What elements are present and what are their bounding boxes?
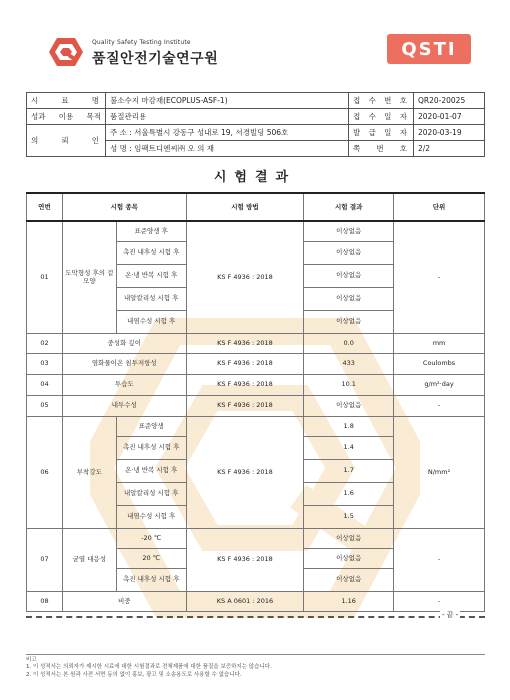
notes-heading: 비고 — [26, 657, 37, 663]
test-item: 도막형성 후의 겉모양 — [62, 221, 116, 333]
col-header-unit: 단위 — [394, 193, 485, 221]
institute-name: 품질안전기술연구원 — [92, 51, 219, 67]
test-result: 1.6 — [304, 482, 394, 505]
row-number: 02 — [27, 333, 63, 353]
row-number: 08 — [27, 591, 63, 611]
sample-name-value: 불소수지 마감재(ECOPLUS-ASF-1) — [106, 93, 349, 109]
test-method: KS F 4936 : 2018 — [186, 353, 304, 374]
client-name: 성 명 : 임팩트디엔씨㈜ 오 의 재 — [106, 141, 349, 157]
note-line: 1. 이 성적서는 의뢰자가 제시한 시료에 대한 시험결과로 전체제품에 대한 품질을 보증하지는 않습니다. — [26, 664, 272, 671]
test-unit: N/mm² — [394, 416, 485, 528]
test-result: 1.8 — [304, 416, 394, 436]
col-header-item: 시험 종목 — [62, 193, 186, 221]
test-result: 이상없음 — [304, 264, 394, 287]
test-unit: Coulombs — [394, 353, 485, 374]
test-item: 투습도 — [62, 374, 186, 395]
table-row — [27, 221, 485, 241]
test-result: 이상없음 — [304, 568, 394, 591]
test-unit: - — [394, 221, 485, 333]
notes — [26, 654, 485, 679]
test-subitem: 내알칼리성 시험 후 — [116, 482, 186, 505]
test-subitem: 온·냉 반복 시험 후 — [116, 459, 186, 482]
test-result: 이상없음 — [304, 310, 394, 333]
test-result: 1.16 — [304, 591, 394, 611]
institute-logo-icon — [48, 36, 84, 68]
test-result: 이상없음 — [304, 241, 394, 264]
col-header-result: 시험 결과 — [304, 193, 394, 221]
test-method: KS A 0601 : 2016 — [186, 591, 304, 611]
test-method: KS F 4936 : 2018 — [186, 221, 304, 333]
receipt-date-value: 2020-01-07 — [414, 109, 485, 125]
row-number: 05 — [27, 395, 63, 416]
table-row — [27, 333, 485, 353]
test-unit: - — [394, 528, 485, 591]
test-subitem: 온·냉 반복 시험 후 — [116, 264, 186, 287]
receipt-date-label: 접 수 일 자 — [349, 109, 414, 125]
test-item: 내투수성 — [62, 395, 186, 416]
test-subitem: 내염수성 시험 후 — [116, 505, 186, 528]
end-mark: - 끝 - — [442, 611, 459, 619]
usage-purpose-label: 성과 이용 목적 — [27, 109, 106, 125]
table-row — [27, 374, 485, 395]
col-header-method: 시험 방법 — [186, 193, 304, 221]
test-result: 이상없음 — [304, 395, 394, 416]
test-subitem: 20 ℃ — [116, 548, 186, 568]
test-item: 중성화 깊이 — [62, 333, 186, 353]
test-subitem: 내알칼리성 시험 후 — [116, 287, 186, 310]
row-number: 06 — [27, 416, 63, 528]
test-unit: - — [394, 395, 485, 416]
test-result: 1.4 — [304, 436, 394, 459]
test-result: 1.5 — [304, 505, 394, 528]
table-row — [27, 395, 485, 416]
row-number: 04 — [27, 374, 63, 395]
col-header-no: 연번 — [27, 193, 63, 221]
row-number: 01 — [27, 221, 63, 333]
receipt-number-label: 접 수 번 호 — [349, 93, 414, 109]
test-subitem: 촉진 내후성 시험 후 — [116, 241, 186, 264]
logo-subtitle: Quality Safety Testing Institute — [92, 39, 191, 46]
test-result: 이상없음 — [304, 528, 394, 548]
test-unit: g/m²·day — [394, 374, 485, 395]
test-method: KS F 4936 : 2018 — [186, 374, 304, 395]
test-result: 이상없음 — [304, 221, 394, 241]
note-line: 2. 이 성적서는 본 원과 사전 서면 동의 없이 홍보, 광고 및 소송용도로 사용할 수 없습니다. — [26, 671, 242, 678]
test-result: 1.7 — [304, 459, 394, 482]
results-title: 시험결과 — [213, 170, 297, 185]
test-result: 10.1 — [304, 374, 394, 395]
table-row — [27, 591, 485, 611]
row-number: 07 — [27, 528, 63, 591]
client-address: 주 소 : 서울특별시 강동구 성내로 19, 서경빌딩 506호 — [106, 125, 349, 141]
page-number-value: 2/2 — [414, 141, 485, 157]
sample-name-label: 시 료 명 — [27, 93, 106, 109]
issue-date-label: 발 급 일 자 — [349, 125, 414, 141]
test-subitem: 촉진 내후성 시험 후 — [116, 568, 186, 591]
test-unit: mm — [394, 333, 485, 353]
table-row — [27, 528, 485, 548]
test-method: KS F 4936 : 2018 — [186, 395, 304, 416]
test-method: KS F 4936 : 2018 — [186, 416, 304, 528]
test-method: KS F 4936 : 2018 — [186, 528, 304, 591]
end-divider — [26, 616, 485, 618]
issue-date-value: 2020-03-19 — [414, 125, 485, 141]
test-item: 염화물이온 침투저항성 — [62, 353, 186, 374]
test-subitem: 내염수성 시험 후 — [116, 310, 186, 333]
qsti-badge: QSTI — [387, 34, 471, 64]
test-item: 부착강도 — [62, 416, 116, 528]
test-item: 비중 — [62, 591, 186, 611]
test-unit: - — [394, 591, 485, 611]
test-result: 433 — [304, 353, 394, 374]
row-number: 03 — [27, 353, 63, 374]
table-row — [27, 416, 485, 436]
test-subitem: -20 ℃ — [116, 528, 186, 548]
test-result: 0.0 — [304, 333, 394, 353]
test-subitem: 촉진 내후성 시험 후 — [116, 436, 186, 459]
test-item: 균열 대응성 — [62, 528, 116, 591]
test-method: KS F 4936 : 2018 — [186, 333, 304, 353]
test-subitem: 표준양생 — [116, 416, 186, 436]
test-result: 이상없음 — [304, 548, 394, 568]
report-info-table — [26, 92, 485, 157]
test-subitem: 표준양생 후 — [116, 221, 186, 241]
test-result: 이상없음 — [304, 287, 394, 310]
page-number-label: 쪽 번 호 — [349, 141, 414, 157]
results-table — [26, 192, 485, 612]
usage-purpose-value: 품질관리용 — [106, 109, 349, 125]
table-row — [27, 353, 485, 374]
receipt-number-value: QR20-20025 — [414, 93, 485, 109]
client-label: 의 뢰 인 — [27, 125, 106, 157]
